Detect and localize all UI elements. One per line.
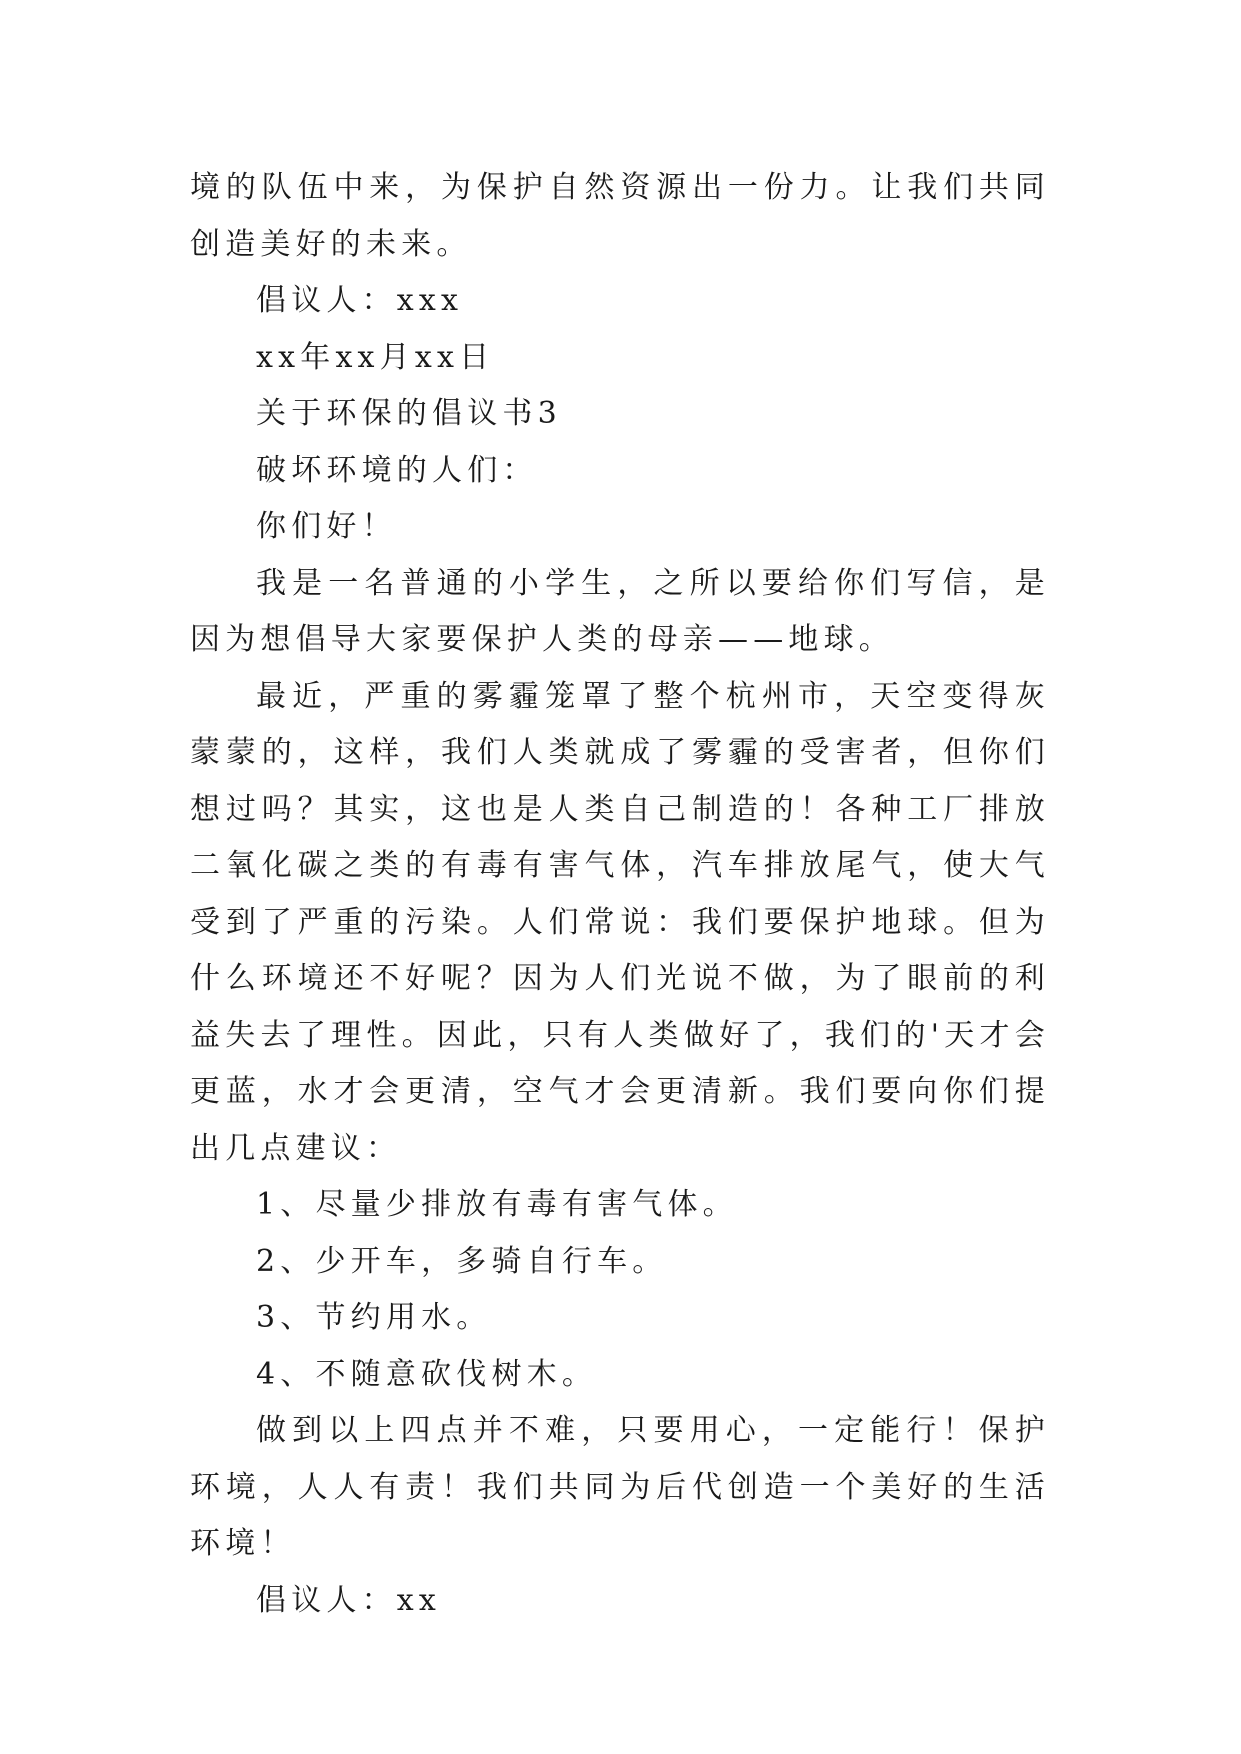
signature-line: 倡议人：xx (256, 1582, 442, 1618)
signature-line: 倡议人：xxx (256, 283, 464, 318)
body-paragraph: 做到以上四点并不难，只要用心，一定能行！保护环境，人人有责！我们共同为后代创造一个美好的生活环境！ (190, 1413, 1050, 1561)
suggestion-item-2: 2、少开车，多骑自行车。 (256, 1243, 668, 1279)
date-line: xx年xx月xx日 (256, 339, 495, 375)
suggestion-item-4: 4、不随意砍伐树木。 (256, 1356, 598, 1392)
salutation: 破坏环境的人们： (256, 452, 538, 488)
greeting: 你们好！ (256, 509, 397, 544)
body-paragraph: 境的队伍中来，为保护自然资源出一份力。让我们共同创造美好的未来。 (190, 170, 1050, 262)
document-body (190, 160, 1050, 1629)
body-paragraph: 我是一名普通的小学生，之所以要给你们写信，是因为想倡导大家要保护人类的母亲——地球。 (190, 565, 1050, 657)
suggestion-item-3: 3、节约用水。 (256, 1300, 492, 1335)
body-paragraph: 最近，严重的雾霾笼罩了整个杭州市，天空变得灰蒙蒙的，这样，我们人类就成了雾霾的受害者，但你们想过吗？其实，这也是人类自己制造的！各种工厂排放二氧化碳之类的有毒有害气体，汽车排放尾气，使大气受到了严重的污染。人们常说：我们要保护地球。但为什么环境还不好呢？因为人们光说不做，为了眼前的利益失去了理性。因此，只有人类做好了，我们的'天才会更蓝，水才会更清，空气才会更清新。我们要向你们提出几点建议： (190, 678, 1050, 1166)
section-title: 关于环保的倡议书3 (256, 396, 562, 431)
suggestion-item-1: 1、尽量少排放有毒有害气体。 (256, 1187, 738, 1222)
